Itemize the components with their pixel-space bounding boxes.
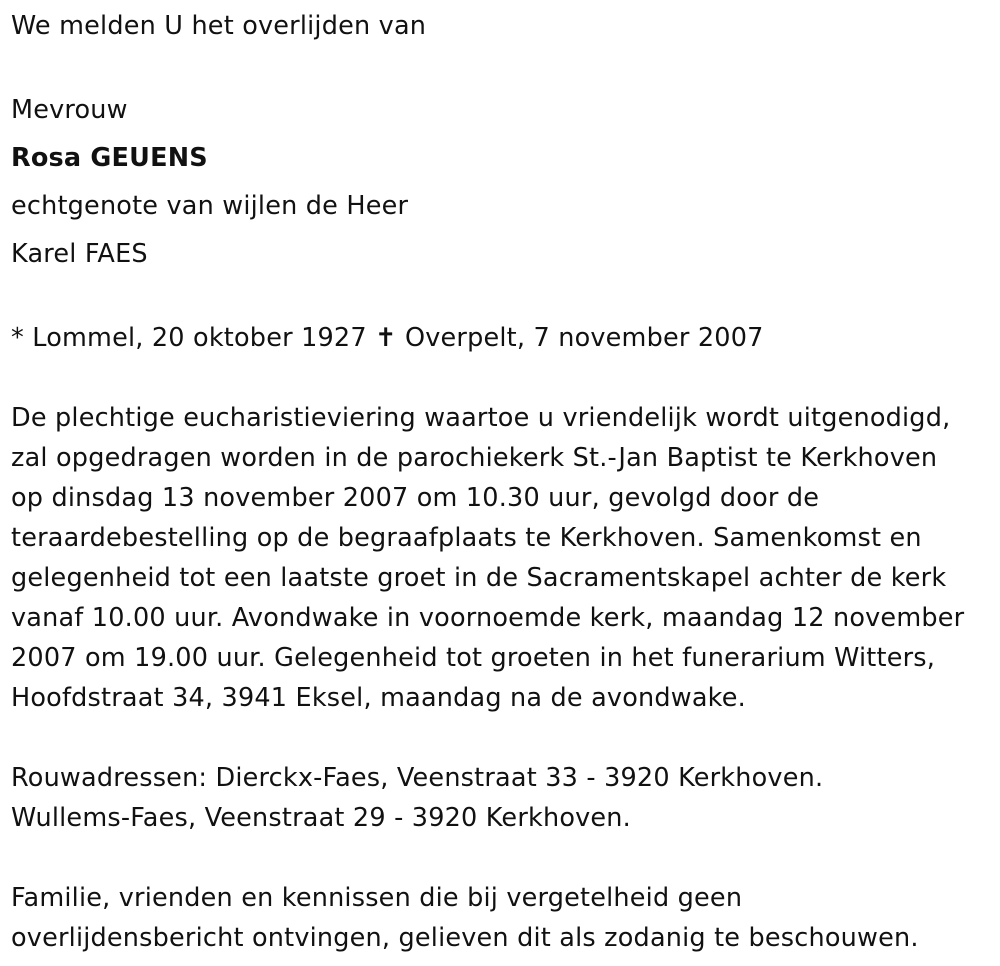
address-line: Wullems-Faes, Veenstraat 29 - 3920 Kerkhoven. (11, 803, 631, 833)
obituary-notice (11, 0, 991, 958)
mourning-addresses (11, 758, 991, 838)
relation-text: echtgenote van wijlen de Heer (11, 191, 409, 221)
dates-line (11, 318, 991, 358)
paragraph-line: 2007 om 19.00 uur. Gelegenheid tot groeten in het funerarium Witters, (11, 643, 936, 673)
birth-info: * Lommel, 20 oktober 1927 (11, 323, 367, 353)
paragraph-line: op dinsdag 13 november 2007 om 10.30 uur, gevolgd door de (11, 483, 820, 513)
honorific: Mevrouw (11, 95, 128, 125)
closing-line: Familie, vrienden en kennissen die bij vergetelheid geen (11, 883, 743, 913)
closing-line: overlijdensbericht ontvingen, gelieven dit als zodanig te beschouwen. (11, 923, 919, 953)
paragraph-line: Hoofdstraat 34, 3941 Eksel, maandag na de avondwake. (11, 683, 746, 713)
deceased-name: Rosa GEUENS (11, 143, 208, 173)
closing-paragraph (11, 878, 991, 958)
paragraph-line: teraardebestelling op de begraafplaats te Kerkhoven. Samenkomst en (11, 523, 922, 553)
intro-text: We melden U het overlijden van (11, 11, 427, 41)
service-paragraph (11, 398, 991, 718)
cross-icon: ✝ (375, 323, 397, 353)
paragraph-line: gelegenheid tot een laatste groet in de Sacramentskapel achter de kerk (11, 563, 947, 593)
paragraph-line: zal opgedragen worden in de parochiekerk St.-Jan Baptist te Kerkhoven (11, 443, 938, 473)
paragraph-line: De plechtige eucharistieviering waartoe u vriendelijk wordt uitgenodigd, (11, 403, 951, 433)
spouse-name: Karel FAES (11, 239, 148, 269)
address-line: Rouwadressen: Dierckx-Faes, Veenstraat 33 - 3920 Kerkhoven. (11, 763, 824, 793)
paragraph-line: vanaf 10.00 uur. Avondwake in voornoemde kerk, maandag 12 november (11, 603, 965, 633)
death-info: Overpelt, 7 november 2007 (404, 323, 764, 353)
